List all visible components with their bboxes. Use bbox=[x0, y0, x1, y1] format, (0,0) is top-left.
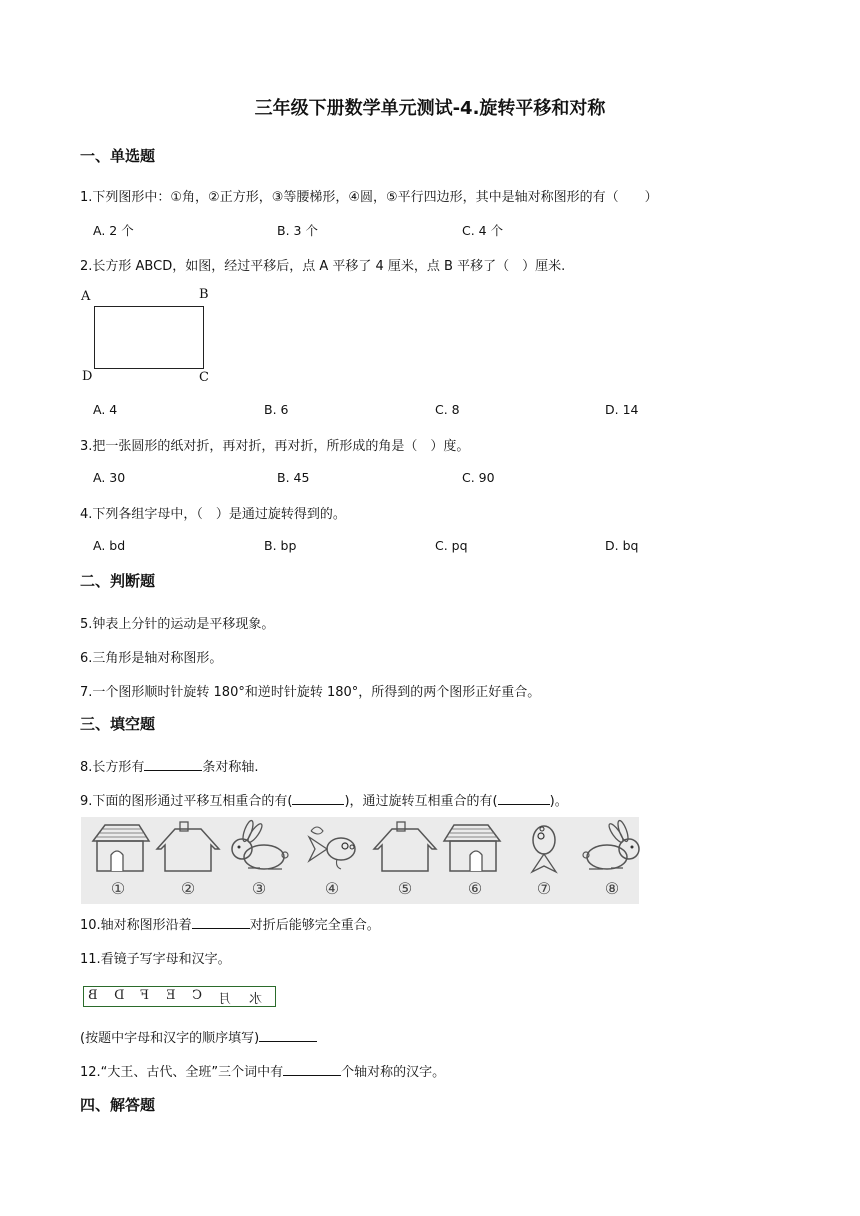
mirror-char: B bbox=[88, 988, 98, 1003]
answer-blank[interactable] bbox=[259, 1029, 317, 1042]
answer-blank[interactable] bbox=[192, 916, 250, 929]
answer-blank[interactable] bbox=[292, 792, 344, 805]
rabbit-icon bbox=[224, 819, 294, 877]
question-9 bbox=[80, 790, 568, 809]
question-2-option-a[interactable]: A. 4 bbox=[93, 402, 118, 417]
section-heading-true-false: 二、判断题 bbox=[80, 572, 156, 590]
mirror-char: C bbox=[192, 988, 202, 1003]
question-3-text: 3.把一张圆形的纸对折，再对折，再对折，所形成的角是（ ）度。 bbox=[80, 439, 470, 454]
vertex-label-b: B bbox=[199, 287, 209, 302]
question-2-option-c[interactable]: C. 8 bbox=[435, 402, 460, 417]
picture-item-1 bbox=[83, 819, 153, 903]
picture-number: ① bbox=[110, 879, 126, 898]
question-11-text: 11.看镜子写字母和汉字。 bbox=[80, 952, 231, 967]
question-1-option-a[interactable]: A. 2 个 bbox=[93, 223, 134, 238]
question-3-option-a[interactable]: A. 30 bbox=[93, 470, 126, 485]
question-8-prefix: 8.长方形有 bbox=[80, 760, 145, 775]
answer-blank[interactable] bbox=[498, 792, 550, 805]
question-1-option-b[interactable]: B. 3 个 bbox=[277, 223, 318, 238]
picture-item-2 bbox=[153, 819, 223, 903]
question-4-text: 4.下列各组字母中，（ ）是通过旋转得到的。 bbox=[80, 507, 346, 522]
mirror-char: D bbox=[114, 988, 125, 1003]
answer-blank[interactable] bbox=[144, 758, 202, 771]
question-2-option-b[interactable]: B. 6 bbox=[264, 402, 289, 417]
vertex-label-a: A bbox=[81, 289, 91, 304]
question-10-suffix: 对折后能够完全重合。 bbox=[249, 918, 380, 933]
picture-number: ⑦ bbox=[536, 879, 552, 898]
rectangle-shape bbox=[94, 306, 204, 369]
house-icon bbox=[370, 819, 440, 877]
question-3-option-c[interactable]: C. 90 bbox=[462, 470, 495, 485]
question-12 bbox=[80, 1061, 445, 1080]
picture-number: ② bbox=[180, 879, 196, 898]
picture-number: ③ bbox=[251, 879, 267, 898]
vertex-label-d: D bbox=[82, 369, 93, 384]
answer-blank[interactable] bbox=[283, 1063, 341, 1076]
mirror-characters-box bbox=[83, 986, 276, 1007]
question-9-picture-strip bbox=[81, 817, 639, 904]
goldfish-icon bbox=[509, 819, 579, 877]
section-heading-fill-in: 三、填空题 bbox=[80, 715, 156, 733]
question-9-middle: )，通过旋转互相重合的有( bbox=[344, 794, 498, 809]
mirror-char: F bbox=[140, 988, 150, 1003]
question-4-option-c[interactable]: C. pq bbox=[435, 538, 468, 553]
question-5-text: 5.钟表上分针的运动是平移现象。 bbox=[80, 617, 275, 632]
question-9-prefix: 9.下面的图形通过平移互相重合的有( bbox=[80, 794, 293, 809]
mirror-char: 月 bbox=[218, 992, 232, 1007]
question-4-option-a[interactable]: A. bd bbox=[93, 538, 126, 553]
picture-item-7 bbox=[509, 819, 579, 903]
section-heading-single-choice: 一、单选题 bbox=[80, 147, 156, 165]
picture-item-5 bbox=[370, 819, 440, 903]
vertex-label-c: C bbox=[199, 370, 209, 385]
doghouse-icon bbox=[440, 819, 510, 877]
question-9-suffix: )。 bbox=[549, 794, 568, 809]
mirror-char: E bbox=[166, 988, 176, 1003]
picture-number: ⑤ bbox=[397, 879, 413, 898]
question-6-text: 6.三角形是轴对称图形。 bbox=[80, 651, 223, 666]
section-heading-answer: 四、解答题 bbox=[80, 1096, 156, 1114]
question-4-option-d[interactable]: D. bq bbox=[605, 538, 639, 553]
picture-item-8 bbox=[577, 819, 647, 903]
question-12-prefix: 12.“大王、古代、全班”三个词中有 bbox=[80, 1065, 284, 1080]
question-10 bbox=[80, 914, 380, 933]
picture-item-6 bbox=[440, 819, 510, 903]
goldfish-icon bbox=[297, 819, 367, 877]
picture-number: ④ bbox=[324, 879, 340, 898]
question-2-text: 2.长方形 ABCD，如图，经过平移后，点 A 平移了 4 厘米，点 B 平移了（ ）厘米. bbox=[80, 259, 566, 274]
question-10-prefix: 10.轴对称图形沿着 bbox=[80, 918, 192, 933]
rabbit-icon bbox=[577, 819, 647, 877]
question-7-text: 7.一个图形顺时针旋转 180°和逆时针旋转 180°，所得到的两个图形正好重合。 bbox=[80, 685, 541, 700]
question-1-option-c[interactable]: C. 4 个 bbox=[462, 223, 504, 238]
question-8-suffix: 条对称轴. bbox=[202, 760, 259, 775]
question-11-note-text: (按题中字母和汉字的顺序填写) bbox=[80, 1031, 260, 1046]
question-2-option-d[interactable]: D. 14 bbox=[605, 402, 639, 417]
page-title: 三年级下册数学单元测试-4.旋转平移和对称 bbox=[254, 98, 606, 119]
picture-item-4 bbox=[297, 819, 367, 903]
question-11-note bbox=[80, 1027, 317, 1046]
picture-number: ⑧ bbox=[604, 879, 620, 898]
rectangle-abcd-figure bbox=[80, 286, 220, 386]
doghouse-icon bbox=[83, 819, 153, 877]
question-3-option-b[interactable]: B. 45 bbox=[277, 470, 310, 485]
house-icon bbox=[153, 819, 223, 877]
picture-number: ⑥ bbox=[467, 879, 483, 898]
question-8 bbox=[80, 756, 259, 775]
picture-item-3 bbox=[224, 819, 294, 903]
question-12-suffix: 个轴对称的汉字。 bbox=[341, 1065, 446, 1080]
question-1-text: 1.下列图形中：①角，②正方形，③等腰梯形，④圆，⑤平行四边形，其中是轴对称图形的有（ ） bbox=[80, 190, 658, 205]
mirror-char: 水 bbox=[249, 992, 263, 1007]
question-4-option-b[interactable]: B. bp bbox=[264, 538, 297, 553]
